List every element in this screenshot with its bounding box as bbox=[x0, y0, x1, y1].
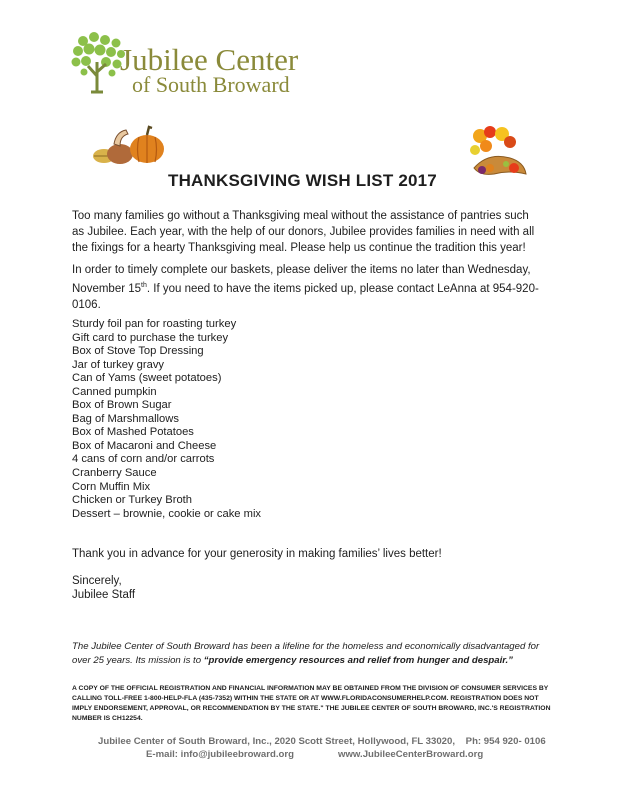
logo-name: Jubilee Center bbox=[120, 42, 299, 77]
legal-disclaimer: A COPY OF THE OFFICIAL REGISTRATION AND FINANCIAL INFORMATION MAY BE OBTAINED FROM THE DIVISION OF CONSUMER SERVICES BY CALLING TOLL-FREE 1-800-HELP-FLA (435-7352) WITHIN THE STATE OR AT WWW.FLORIDACONSUMERHELP.COM. REGISTRATION DOES NOT IMPLY ENDORSEMENT, APPROVAL, OR RECOMMENDATION BY THE STATE." THE JUBILEE CENTER OF SOUTH BROWARD, INC.'S REGISTRATION NUMBER IS CH12254. bbox=[72, 685, 551, 722]
list-item: Box of Macaroni and Cheese bbox=[72, 439, 217, 452]
logo-subname: of South Broward bbox=[132, 72, 290, 97]
delivery-paragraph: In order to timely complete our baskets, please deliver the items no later than Wednesday, November 15th. If you need to have the items picked up, please contact LeAnna at 954-920-0106. bbox=[72, 264, 539, 311]
list-item: Chicken or Turkey Broth bbox=[72, 494, 193, 507]
footer-address: Jubilee Center of South Broward, Inc., 2020 Scott Street, Hollywood, FL 33020, Ph: 954 920- 0106 bbox=[98, 736, 546, 747]
list-item: Can of Yams (sweet potatoes) bbox=[72, 372, 222, 385]
list-item: Canned pumpkin bbox=[72, 385, 157, 398]
closing: Sincerely, bbox=[72, 575, 122, 587]
thanks-paragraph: Thank you in advance for your generosity in making families’ lives better! bbox=[72, 548, 442, 560]
cornucopia-icon bbox=[466, 124, 530, 182]
list-item: 4 cans of corn and/or carrots bbox=[72, 453, 215, 466]
list-item: Dessert – brownie, cookie or cake mix bbox=[72, 507, 262, 520]
list-item: Box of Stove Top Dressing bbox=[72, 345, 204, 358]
page-title: THANKSGIVING WISH LIST 2017 bbox=[168, 171, 437, 190]
list-item: Bag of Marshmallows bbox=[72, 412, 179, 425]
list-item: Box of Mashed Potatoes bbox=[72, 426, 194, 439]
list-item: Sturdy foil pan for roasting turkey bbox=[72, 318, 237, 330]
list-item: Box of Brown Sugar bbox=[72, 399, 172, 412]
footer-email[interactable]: E-mail: info@jubileebroward.org bbox=[146, 749, 294, 760]
signer: Jubilee Staff bbox=[72, 589, 136, 601]
list-item: Jar of turkey gravy bbox=[72, 358, 165, 371]
intro-paragraph: Too many families go without a Thanksgiving meal without the assistance of pantries such as Jubilee. Each year, with the help of our donors, Jubilee provides families in need with all the fixings for a hearty Thanksgiving meal. Please help us continue the tradition this year! bbox=[72, 210, 535, 254]
list-item: Cranberry Sauce bbox=[72, 467, 157, 480]
wish-list bbox=[72, 318, 261, 521]
mission-statement: The Jubilee Center of South Broward has been a lifeline for the homeless and economically disadvantaged for over 25 years. Its mission is to “provide emergency resources and relief from hunger and despair.” bbox=[72, 641, 540, 666]
footer-website[interactable]: www.JubileeCenterBroward.org bbox=[338, 749, 484, 760]
pumpkin-icon bbox=[92, 122, 168, 168]
list-item: Gift card to purchase the turkey bbox=[72, 331, 229, 344]
list-item: Corn Muffin Mix bbox=[72, 480, 151, 493]
